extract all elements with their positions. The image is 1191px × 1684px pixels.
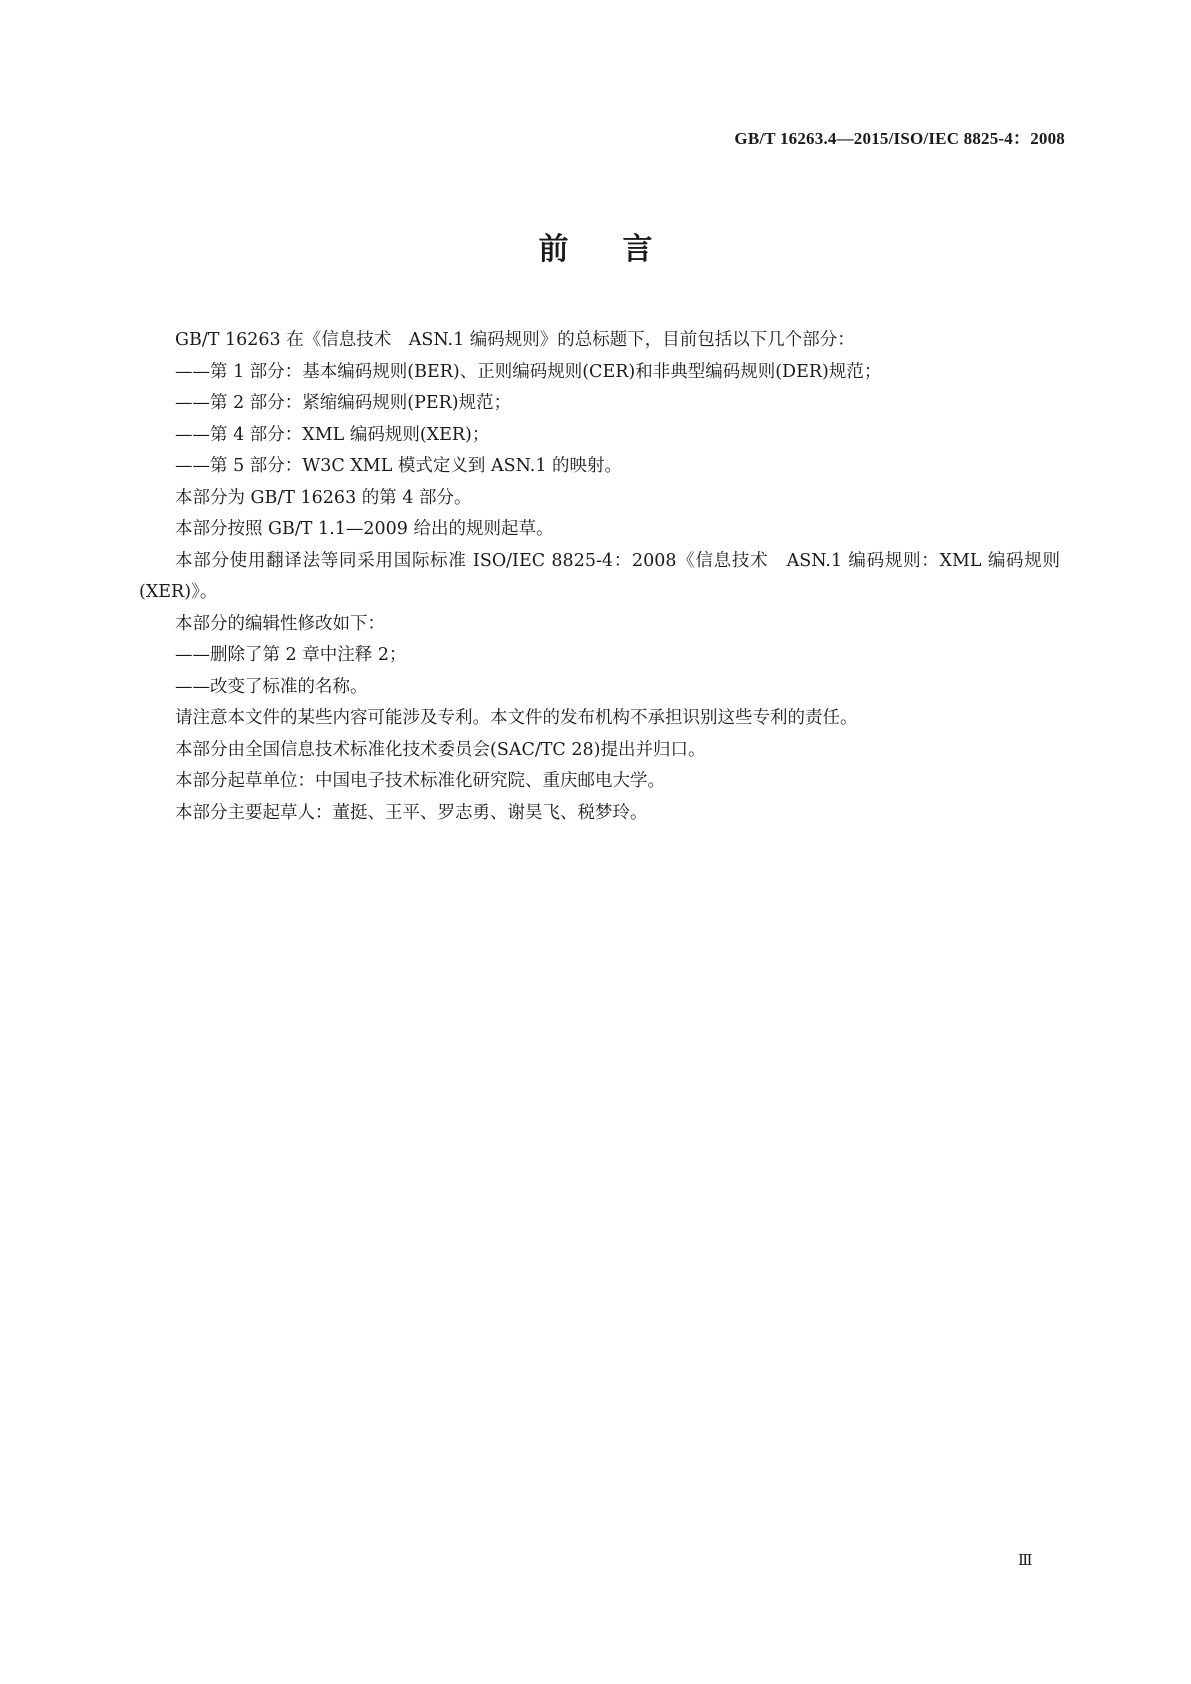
list-item-change-2: ——改变了标准的名称。 <box>175 676 368 697</box>
list-item-part-4: ——第 4 部分：XML 编码规则(XER)； <box>175 424 490 445</box>
paragraph-proposed-by: 本部分由全国信息技术标准化技术委员会(SAC/TC 28)提出并归口。 <box>175 739 706 760</box>
paragraph-drafters: 本部分主要起草人：董挺、王平、罗志勇、谢昊飞、税梦玲。 <box>175 802 648 823</box>
list-item-change-1: ——删除了第 2 章中注释 2； <box>175 645 407 665</box>
page-title: 前言 <box>538 232 707 267</box>
foreword-body <box>139 325 1060 829</box>
paragraph-parts-intro: GB/T 16263 在《信息技术 ASN.1 编码规则》的总标题下，目前包括以下几个部分： <box>175 330 855 350</box>
standard-number-header: GB/T 16263.4—2015/ISO/IEC 8825-4：2008 <box>734 129 1065 148</box>
list-item-part-2: ——第 2 部分：紧缩编码规则(PER)规范； <box>175 393 512 413</box>
paragraph-patent-notice: 请注意本文件的某些内容可能涉及专利。本文件的发布机构不承担识别这些专利的责任。 <box>175 708 858 728</box>
paragraph-this-part: 本部分为 GB/T 16263 的第 4 部分。 <box>175 487 472 508</box>
page-number: Ⅲ <box>1018 1553 1033 1569</box>
paragraph-drafting-rules: 本部分按照 GB/T 1.1—2009 给出的规则起草。 <box>175 519 554 539</box>
paragraph-editorial-changes: 本部分的编辑性修改如下： <box>175 613 385 634</box>
paragraph-adoption: 本部分使用翻译法等同采用国际标准 ISO/IEC 8825-4：2008《信息技术 ASN.1 编码规则：XML 编码规则(XER)》。 <box>139 550 1060 602</box>
paragraph-drafting-units: 本部分起草单位：中国电子技术标准化研究院、重庆邮电大学。 <box>175 771 665 791</box>
list-item-part-1: ——第 1 部分：基本编码规则(BER)、正则编码规则(CER)和非典型编码规则(DER)规范； <box>175 361 882 382</box>
list-item-part-5: ——第 5 部分：W3C XML 模式定义到 ASN.1 的映射。 <box>175 456 623 476</box>
